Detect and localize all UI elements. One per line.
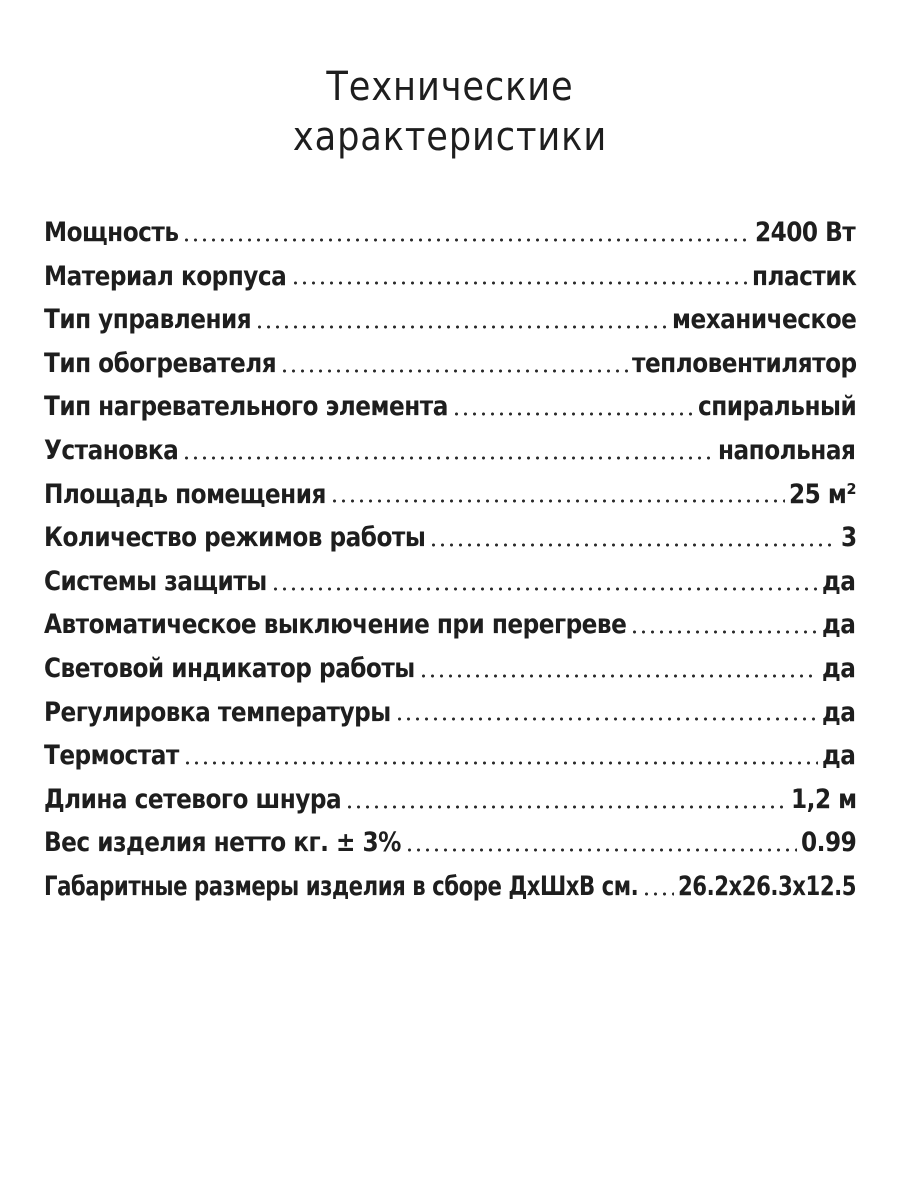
spec-row bbox=[44, 647, 856, 691]
dot-leader bbox=[452, 412, 694, 416]
spec-label: Длина сетевого шнура bbox=[44, 783, 342, 815]
spec-label: Термостат bbox=[44, 740, 179, 772]
spec-row bbox=[44, 865, 856, 909]
spec-row bbox=[44, 385, 856, 429]
spec-label: Световой индикатор работы bbox=[44, 652, 415, 684]
dot-leader bbox=[255, 325, 668, 329]
spec-value: 25 м² bbox=[788, 478, 856, 510]
spec-row bbox=[44, 473, 856, 517]
spec-row bbox=[44, 821, 856, 865]
spec-label: Мощность bbox=[44, 217, 179, 248]
spec-label: Автоматическое выключение при перегреве bbox=[44, 609, 627, 641]
page-title-line-1: Технические bbox=[326, 64, 574, 110]
spec-label: Площадь помещения bbox=[44, 478, 326, 510]
dot-leader bbox=[291, 281, 748, 285]
spec-row bbox=[44, 298, 856, 342]
spec-label: Количество режимов работы bbox=[44, 522, 426, 554]
spec-label: Габаритные размеры изделия в сборе ДхШхВ см. bbox=[44, 870, 639, 902]
dot-leader bbox=[395, 717, 819, 721]
spec-row bbox=[44, 342, 856, 386]
dot-leader bbox=[183, 761, 818, 765]
spec-row bbox=[44, 603, 856, 647]
page-title bbox=[54, 62, 846, 162]
dot-leader bbox=[271, 587, 819, 591]
spec-value: 3 bbox=[840, 522, 857, 554]
spec-row bbox=[44, 778, 856, 822]
spec-row bbox=[44, 691, 856, 735]
spec-value: 1,2 м bbox=[790, 783, 857, 815]
spec-value: да bbox=[822, 565, 856, 597]
dot-leader bbox=[182, 456, 714, 460]
spec-label: Регулировка температуры bbox=[44, 696, 391, 728]
page-title-line-2: характеристики bbox=[292, 114, 608, 160]
dot-leader bbox=[182, 238, 751, 242]
spec-value: напольная bbox=[718, 434, 856, 466]
dot-leader bbox=[429, 543, 837, 547]
dot-leader bbox=[630, 630, 818, 634]
spec-value: пластик bbox=[751, 260, 857, 292]
spec-row bbox=[44, 255, 856, 299]
spec-value: тепловентилятор bbox=[631, 347, 857, 379]
spec-row bbox=[44, 516, 856, 560]
spec-row bbox=[44, 560, 856, 604]
spec-value: да bbox=[822, 740, 856, 772]
dot-leader bbox=[642, 892, 674, 896]
dot-leader bbox=[419, 674, 819, 678]
spec-value: да bbox=[822, 652, 856, 684]
spec-value: 2400 Вт bbox=[755, 217, 856, 248]
spec-label: Материал корпуса bbox=[44, 260, 287, 292]
spec-label: Тип управления bbox=[44, 304, 252, 336]
spec-value: 0.99 bbox=[800, 827, 857, 859]
spec-value: да bbox=[822, 696, 856, 728]
dot-leader bbox=[280, 369, 627, 373]
spec-row bbox=[44, 211, 856, 255]
spec-label: Системы защиты bbox=[44, 565, 267, 597]
spec-label: Установка bbox=[44, 434, 179, 466]
spec-row bbox=[44, 734, 856, 778]
dot-leader bbox=[330, 499, 785, 503]
dot-leader bbox=[345, 805, 787, 809]
spec-row bbox=[44, 429, 856, 473]
dot-leader bbox=[405, 848, 797, 852]
spec-list bbox=[44, 211, 856, 909]
spec-label: Тип обогревателя bbox=[44, 347, 277, 379]
spec-label: Вес изделия нетто кг. ± 3% bbox=[44, 827, 401, 859]
spec-value: спиральный bbox=[697, 391, 856, 423]
spec-value: 26.2х26.3х12.5 bbox=[678, 870, 857, 902]
spec-value: механическое bbox=[671, 304, 857, 336]
spec-label: Тип нагревательного элемента bbox=[44, 391, 448, 423]
spec-value: да bbox=[822, 609, 856, 641]
